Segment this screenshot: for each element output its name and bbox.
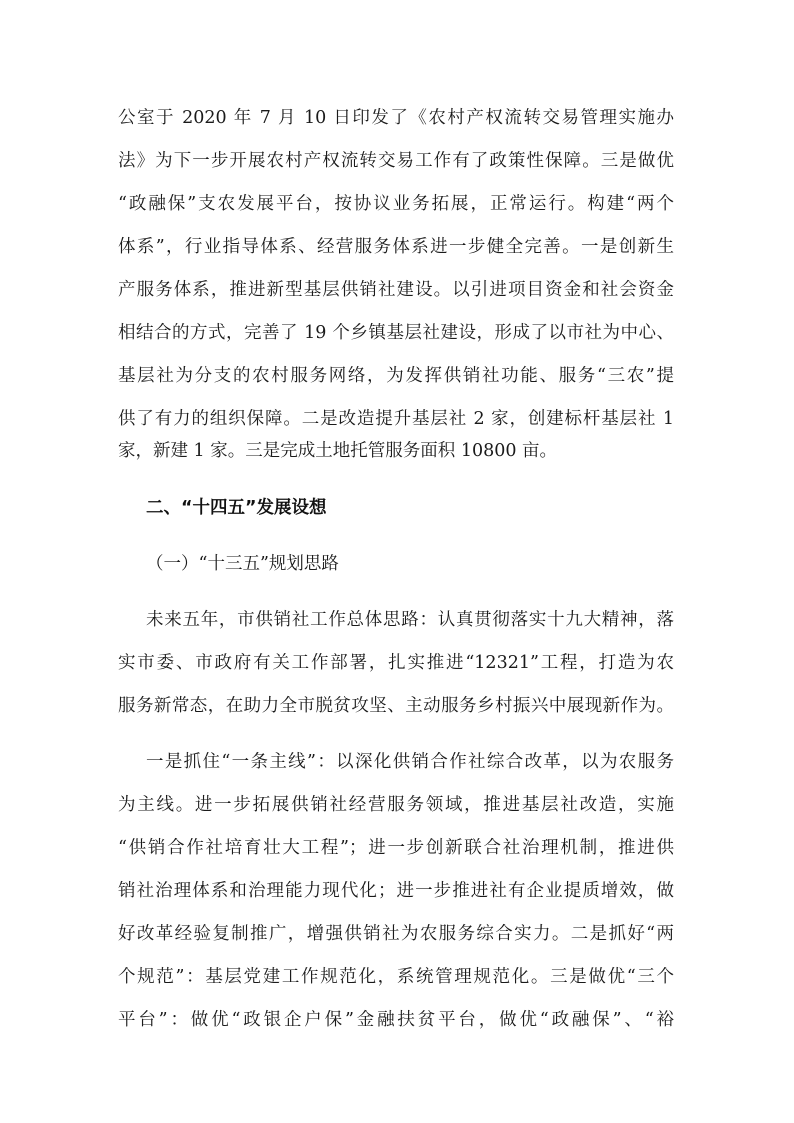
text-line: 销社治理体系和治理能力现代化；进一步推进社有企业提质增效，做 [118, 881, 674, 901]
text-line: 产服务体系，推进新型基层供销社建设。以引进项目资金和社会资金 [118, 280, 674, 300]
text-line: 法》为下一步开展农村产权流转交易工作有了政策性保障。三是做优 [118, 151, 674, 171]
text-line: 相结合的方式，完善了 19 个乡镇基层社建设，形成了以市社为中心、 [118, 323, 674, 343]
text-line: 实市委、市政府有关工作部署，扎实推进“12321”工程，打造为农 [118, 653, 674, 673]
text-line: 一是抓住“一条主线”：以深化供销合作社综合改革，以为农服务 [146, 752, 674, 772]
text-line: 服务新常态，在助力全市脱贫攻坚、主动服务乡村振兴中展现新作为。 [118, 696, 674, 716]
text-line: “供销合作社培育壮大工程”；进一步创新联合社治理机制，推进供 [118, 838, 674, 858]
text-line: 为主线。进一步拓展供销社经营服务领域，推进基层社改造，实施 [118, 795, 674, 815]
text-line: 家，新建 1 家。三是完成土地托管服务面积 10800 亩。 [118, 441, 558, 461]
text-line: 未来五年，市供销社工作总体思路：认真贯彻落实十九大精神，落 [146, 610, 674, 630]
text-line: 个规范”：基层党建工作规范化，系统管理规范化。三是做优“三个 [118, 967, 674, 987]
subsection-heading: （一）“十三五”规划思路 [146, 554, 339, 574]
text-line: 体系”，行业指导体系、经营服务体系进一步健全完善。一是创新生 [118, 237, 674, 257]
text-line: 好改革经验复制推广，增强供销社为农服务综合实力。二是抓好“两 [118, 924, 674, 944]
text-line: 公室于 2020 年 7 月 10 日印发了《农村产权流转交易管理实施办 [118, 108, 674, 128]
text-line: 供了有力的组织保障。二是改造提升基层社 2 家，创建标杆基层社 1 [118, 409, 674, 429]
text-line: “政融保”支农发展平台，按协议业务拓展，正常运行。构建“两个 [118, 194, 674, 214]
text-line: 平台”：做优“政银企户保”金融扶贫平台，做优“政融保”、“裕 [118, 1010, 674, 1030]
text-line: 基层社为分支的农村服务网络，为发挥供销社功能、服务“三农”提 [118, 366, 674, 386]
section-heading: 二、“十四五”发展设想 [146, 498, 327, 518]
